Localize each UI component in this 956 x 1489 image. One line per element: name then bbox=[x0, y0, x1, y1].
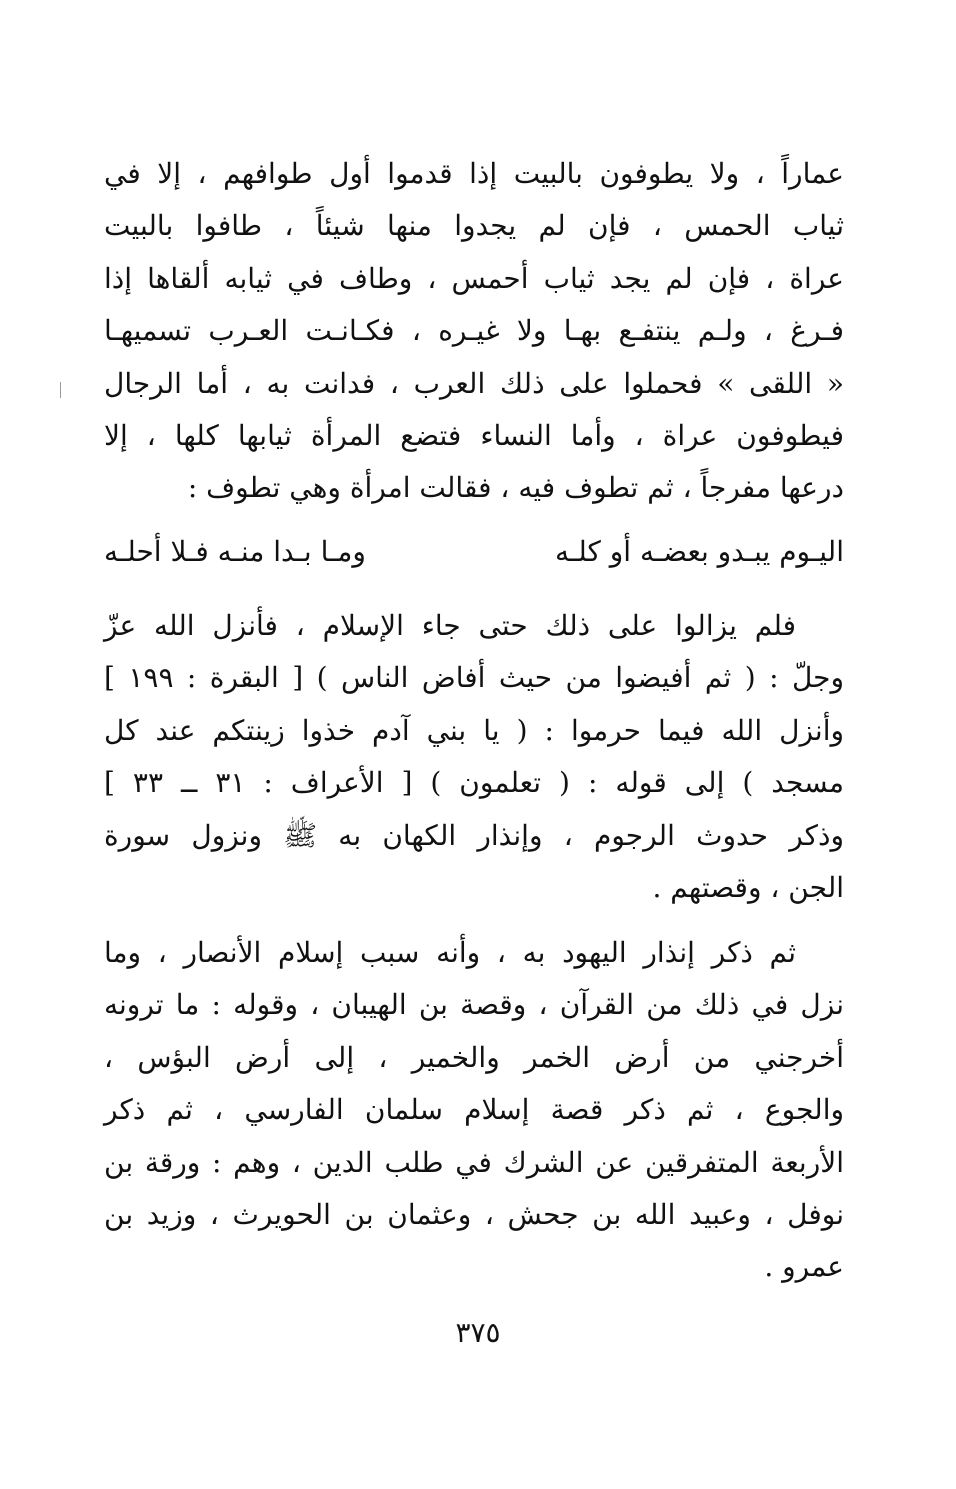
text-line: والجوع ، ثم ذكر قصة إسلام سلمان الفارسي ، ثم ذكر bbox=[104, 1093, 844, 1127]
page-number: ٣٧٥ bbox=[455, 1316, 501, 1349]
text-line: عمرو . bbox=[764, 1250, 844, 1284]
text-line: « اللقى » فحملوا على ذلك العرب ، فدانت به ، أما الرجال bbox=[104, 366, 844, 400]
paragraph-2 bbox=[104, 600, 844, 914]
text-line: نزل في ذلك من القرآن ، وقصة بن الهيبان ، وقوله : ما ترونه bbox=[104, 988, 844, 1022]
text-line: ثياب الحمس ، فإن لم يجدوا منها شيئاً ، طافوا بالبيت bbox=[104, 209, 844, 243]
margin-mark bbox=[60, 382, 61, 398]
verse-line bbox=[104, 526, 844, 578]
text-line: عماراً ، ولا يطوفون بالبيت إذا قدموا أول طوافهم ، إلا في bbox=[104, 157, 844, 190]
text-line: مسجد ) إلى قوله : ( تعلمون ) [ الأعراف : ٣١ ــ ٣٣ ] bbox=[104, 766, 844, 800]
text-line: الجن ، وقصتهم . bbox=[652, 871, 844, 905]
text-line: أخرجني من أرض الخمر والخمير ، إلى أرض البؤس ، bbox=[104, 1040, 844, 1074]
text-line: الأربعة المتفرقين عن الشرك في طلب الدين ، وهم : ورقة بن bbox=[104, 1145, 844, 1179]
text-line: ثم ذكر إنذار اليهود به ، وأنه سبب إسلام الأنصار ، وما bbox=[104, 936, 796, 969]
paragraph-3 bbox=[104, 927, 844, 1294]
text-line: نوفل ، وعبيد الله بن جحش ، وعثمان بن الحويرث ، وزيد بن bbox=[104, 1198, 844, 1232]
text-line: فيطوفون عراة ، وأما النساء فتضع المرأة ثيابها كلها ، إلا bbox=[104, 419, 844, 453]
verse-second-hemistich: ومـا بـدا منـه فـلا أحلـه bbox=[104, 535, 366, 568]
paragraph-1 bbox=[104, 148, 844, 515]
text-line: وجلّ : ( ثم أفيضوا من حيث أفاض الناس ) [ البقرة : ١٩٩ ] bbox=[104, 661, 844, 695]
text-line: فـرغ ، ولـم ينتفـع بهـا ولا غيـره ، فكـانـت العـرب تسميهـا bbox=[104, 314, 844, 348]
text-line: عراة ، فإن لم يجد ثياب أحمس ، وطاف في ثيابه ألقاها إذا bbox=[104, 261, 844, 295]
text-line: فلم يزالوا على ذلك حتى جاء الإسلام ، فأنزل الله عزّ bbox=[104, 609, 796, 642]
text-line: وأنزل الله فيما حرموا : ( يا بني آدم خذوا زينتكم عند كل bbox=[104, 713, 844, 747]
poetry-verse bbox=[104, 526, 844, 578]
text-line: درعها مفرجاً ، ثم تطوف فيه ، فقالت امرأة وهي تطوف : bbox=[187, 471, 844, 505]
verse-first-hemistich: اليـوم يبـدو بعضـه أو كلـه bbox=[555, 535, 844, 568]
text-line: وذكر حدوث الرجوم ، وإنذار الكهان به ﷺ ونزول سورة bbox=[104, 818, 844, 852]
